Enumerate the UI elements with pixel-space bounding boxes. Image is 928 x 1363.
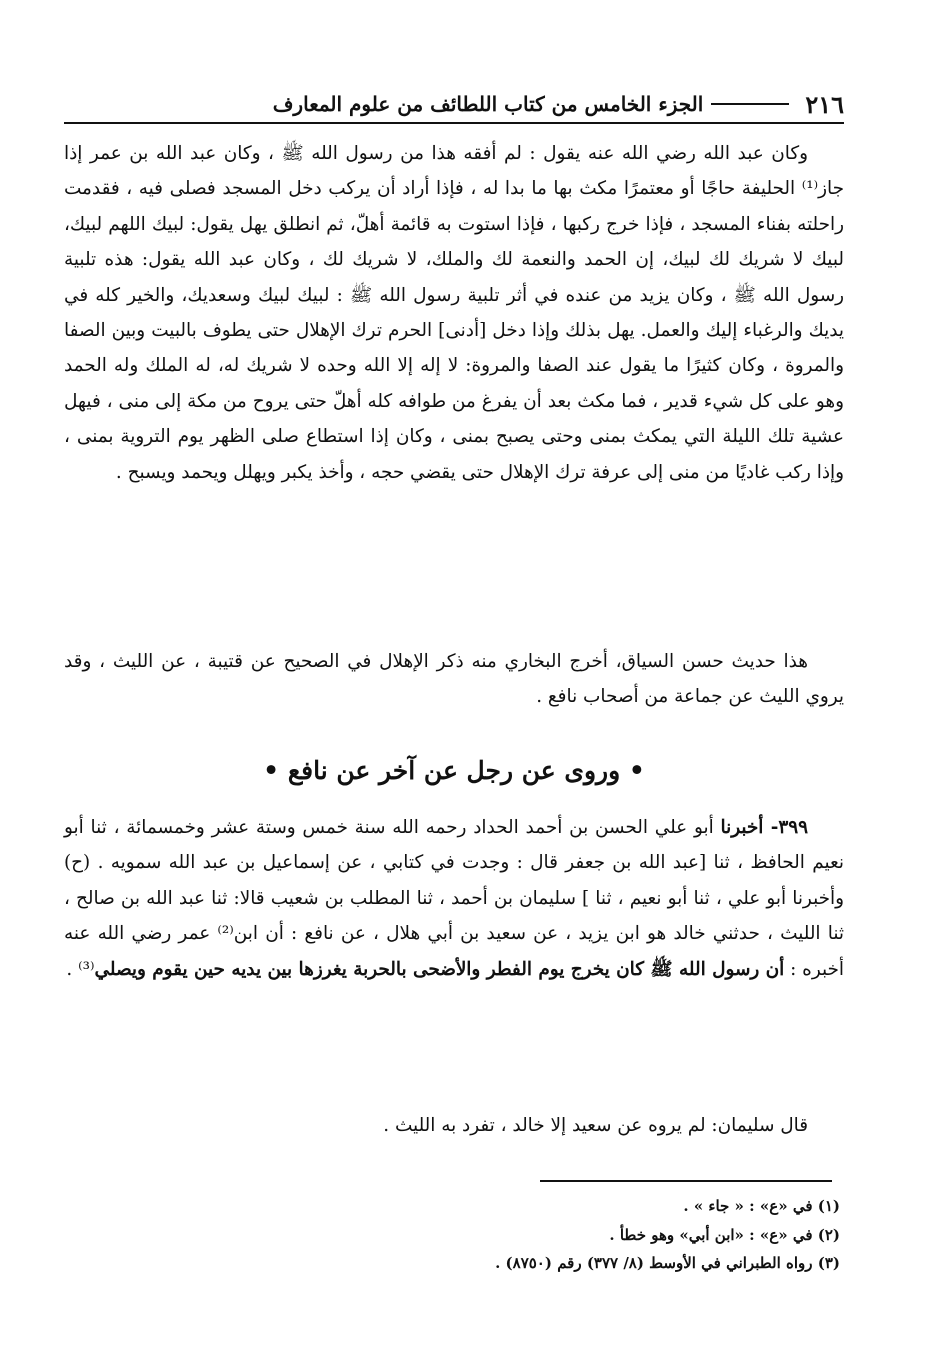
header-title: الجزء الخامس من كتاب اللطائف من علوم المعارف (272, 92, 704, 116)
footnotes (100, 1192, 840, 1278)
paragraph-commentary (64, 644, 844, 715)
running-header (64, 86, 844, 124)
footnote-ref: ⁽³⁾ . (66, 958, 95, 980)
footnote-3: (٣) رواه الطبراني في الأوسط (٨/ ٣٧٧) رقم (٨٧٥٠) . (495, 1254, 840, 1272)
footnote-divider (540, 1180, 832, 1182)
paragraph-text: وكان عبد الله رضي الله عنه يقول : لم أفقه هذا من رسول الله ﷺ ، وكان عبد الله بن عمر إذا جاز⁽¹⁾ الحليفة حاجًا أو معتمرًا مكث بها ما بدا له ، فإذا أراد أن يركب دخل المسجد فصلى فيه ، فقدمت راحلته بفناء المسجد ، فإذا خرج ركبها ، فإذا استوت به قائمة أهلّ، ثم انطلق يهل يقول: لبيك اللهم لبيك، لبيك لا شريك لك لبيك، إن الحمد والنعمة لك والملك، لا شريك لك ، وكان عبد الله يقول: هذه تلبية رسول الله ﷺ ، وكان يزيد من عنده في أثر تلبية رسول الله ﷺ : لبيك لبيك وسعديك، والخير كله في يديك والرغباء إليك والعمل. يهل بذلك وإذا دخل [أدنى] الحرم ترك الإهلال حتى يطوف بالبيت وبين الصفا والمروة ، وكان كثيرًا ما يقول عند الصفا والمروة: لا إله إلا الله وحده لا شريك له، له الملك وله الحمد وهو على كل شيء قدير ، فما مكث بعد أن يفرغ من طوافه كله أهلّ حتى يروح من مكة إلى منى ، فيهل عشية تلك الليلة التي يمكث بمنى وحتى يصبح بمنى ، وكان إذا استطاع صلى الظهر يوم التروية بمنى ، وإذا ركب غاديًا من منى إلى عرفة ترك الإهلال حتى يقضي حجه ، وأخذ يكبر ويهلل ويحمد ويسبح . (64, 143, 844, 483)
paragraph-text: قال سليمان: لم يروه عن سعيد إلا خالد ، تفرد به الليث . (383, 1115, 808, 1136)
isnad-text: أبو علي الحسن بن أحمد الحداد رحمه الله سنة خمس وستة عشر وخمسمائة ، ثنا أبو نعيم الحافظ ، ثنا [عبد الله بن جعفر قال : وجدت في كتابي ، عن إسماعيل بن عبد الله سمويه . (ح) وأخبرنا أبو علي ، ثنا أبو نعيم ، ثنا ] سليمان بن أحمد ، ثنا المطلب بن شعيب قالا: ثنا عبد الله بن صالح ، ثنا الليث ، حدثني خالد هو ابن يزيد ، عن سعيد بن أبي هلال ، عن نافع : أن ابن⁽²⁾ عمر رضي الله عنه أخبره : (64, 817, 844, 980)
hadith-399 (64, 810, 844, 987)
header-rule (711, 103, 789, 105)
section-heading: • وروى عن رجل عن آخر عن نافع • (263, 756, 645, 785)
paragraph-sulayman (64, 1108, 844, 1143)
matn-text: أن رسول الله ﷺ كان يخرج يوم الفطر والأضحى بالحربة يغرزها بين يديه حين يقوم ويصلي (94, 958, 785, 980)
footnote-2: (٢) في «ع» : «ابن أبي» وهو خطأ . (609, 1225, 840, 1244)
footnote-1: (١) في «ع» : « جاء » . (683, 1197, 840, 1215)
hadith-number: ٣٩٩- أخبرنا (720, 817, 808, 838)
paragraph-talbiyah (64, 136, 844, 490)
page-number: ٢١٦ (805, 89, 844, 119)
hadith-paragraph (64, 810, 844, 987)
paragraph-text: هذا حديث حسن السياق، أخرج البخاري منه ذكر الإهلال في الصحيح عن قتيبة ، عن الليث ، وقد يروي الليث عن جماعة من أصحاب نافع . (64, 651, 844, 708)
